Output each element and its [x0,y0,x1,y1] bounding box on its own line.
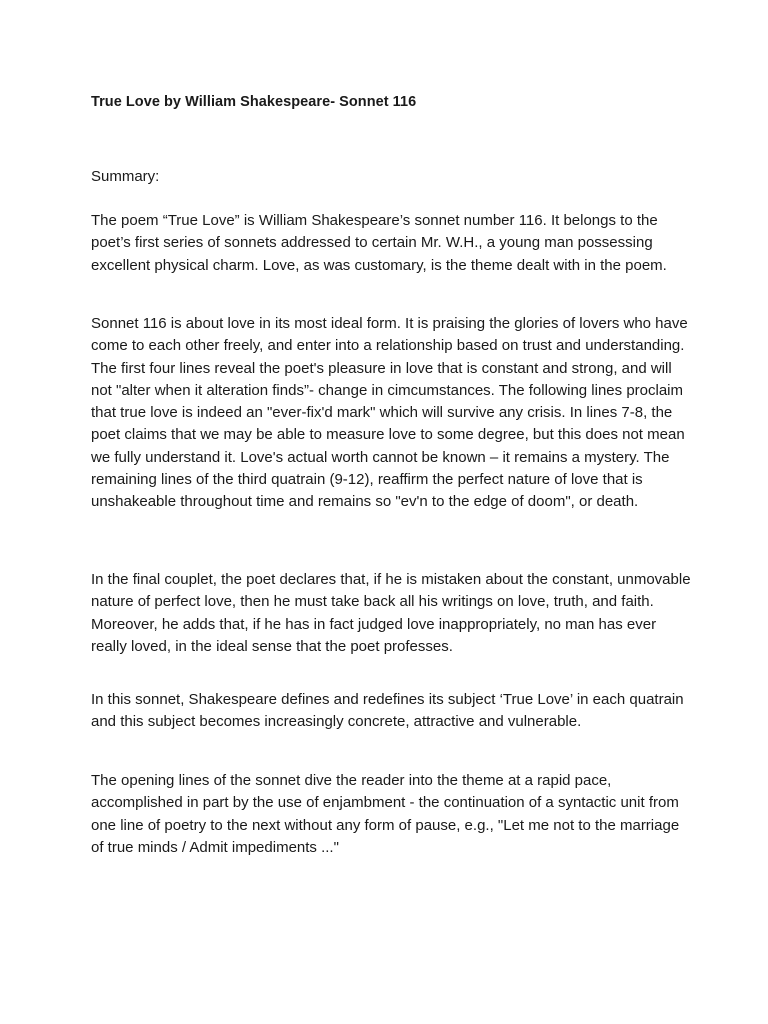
paragraph: In the final couplet, the poet declares that, if he is mistaken about the constant, unmovable nature of perfect love, then he must take back all his writings on love, truth, and faith. Moreover, he adds that, if he has in fact judged love inappropriately, no man has ever really loved, in the ideal sense that the poet professes. [91,571,691,655]
summary-heading: Summary: [91,168,160,185]
paragraph: The opening lines of the sonnet dive the reader into the theme at a rapid pace, accomplished in part by the use of enjambment - the continuation of a syntactic unit from one line of poetry to the next without any form of pause, e.g., "Let me not to the marriage of true minds / Admit impediments ..." [91,772,680,856]
paragraph: Sonnet 116 is about love in its most ideal form. It is praising the glories of lovers who have come to each other freely, and enter into a relationship based on trust and understanding. The first four lines reveal the poet's pleasure in love that is constant and strong, and will not "alter when it alteration finds”- change in cimcumstances. The following lines proclaim that true love is indeed an "ever-fix'd mark" which will survive any crisis. In lines 7-8, the poet claims that we may be able to measure love to some degree, but this does not mean we fully understand it. Love's actual worth cannot be known – it remains a mystery. The remaining lines of the third quatrain (9-12), reaffirm the perfect nature of love that is unshakeable throughout time and remains so "ev'n to the edge of doom", or death. [91,315,688,511]
paragraph: The poem “True Love” is William Shakespeare’s sonnet number 116. It belongs to the poet’s first series of sonnets addressed to certain Mr. W.H., a young man possessing excellent physical charm. Love, as was customary, is the theme dealt with in the poem. [91,212,667,274]
paragraph: In this sonnet, Shakespeare defines and redefines its subject ‘True Love’ in each quatrain and this subject becomes increasingly concrete, attractive and vulnerable. [91,691,684,731]
document-title: True Love by William Shakespeare- Sonnet 116 [91,94,417,110]
